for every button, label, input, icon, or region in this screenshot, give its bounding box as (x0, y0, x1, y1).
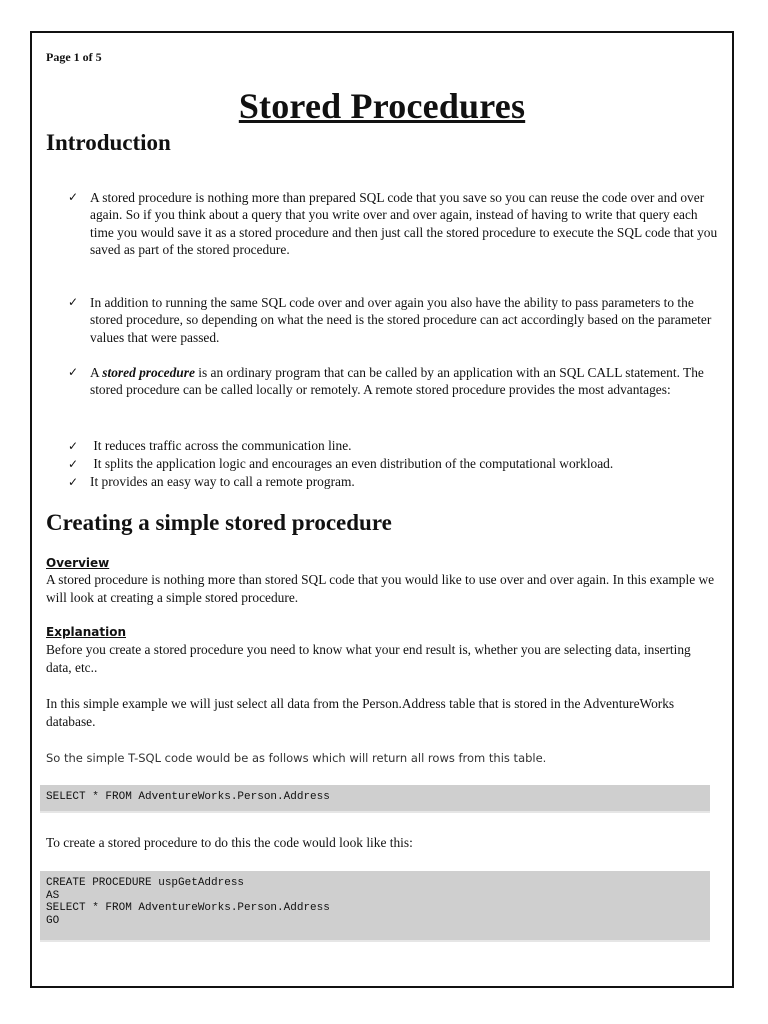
list-item (68, 437, 718, 455)
explanation-text-3: So the simple T-SQL code would be as follows which will return all rows from this table. (46, 751, 547, 765)
explanation-label: Explanation (46, 625, 127, 639)
intro-bullet-list-2 (68, 294, 718, 346)
checkmark-icon: ✓ (68, 295, 79, 309)
creating-heading: Creating a simple stored procedure (46, 510, 392, 535)
bullet-text-prefix: A (90, 365, 103, 380)
list-item (68, 189, 718, 258)
checkmark-icon: ✓ (68, 439, 79, 453)
checkmark-icon: ✓ (68, 457, 79, 471)
introduction-heading: Introduction (46, 130, 171, 155)
list-item (68, 473, 718, 491)
list-item (68, 294, 718, 346)
bullet-emphasis: stored procedure (102, 365, 195, 380)
code-block-select: SELECT * FROM AdventureWorks.Person.Address (40, 785, 710, 813)
list-item (68, 364, 718, 399)
list-item (68, 455, 718, 473)
intro-bullet-list-1 (68, 189, 718, 258)
bullet-text: A stored procedure is nothing more than prepared SQL code that you save so you can reuse the code over and over again. So if you think about a query that you write over and over again, instead of having to write that query each time you would save it as a stored procedure and then just call the stored procedure to execute the SQL code that you saved as part of the stored procedure. (90, 190, 718, 257)
advantages-list (68, 437, 718, 491)
document-page (30, 31, 734, 988)
bullet-text-rest: is an ordinary program that can be called by an application with an SQL CALL statement. The stored procedure can be called locally or remotely. A remote stored procedure provides the most advantages: (90, 365, 704, 398)
overview-label: Overview (46, 556, 110, 570)
bullet-text: In addition to running the same SQL code over and over again you also have the ability to pass parameters to the stored procedure, so depending on what the need is the stored procedure can act accordingly based on the parameter values that were passed. (90, 295, 712, 345)
advantage-text: It provides an easy way to call a remote program. (90, 474, 355, 489)
advantage-text: It splits the application logic and encourages an even distribution of the computational workload. (90, 456, 614, 471)
checkmark-icon: ✓ (68, 190, 79, 204)
page-number: Page 1 of 5 (46, 50, 102, 64)
overview-text: A stored procedure is nothing more than stored SQL code that you would like to use over and over again. In this example we will look at creating a simple stored procedure. (46, 572, 715, 605)
document-title: Stored Procedures (238, 86, 526, 126)
explanation-text-4: To create a stored procedure to do this the code would look like this: (46, 835, 413, 850)
intro-bullet-list-3 (68, 364, 718, 399)
advantage-text: It reduces traffic across the communication line. (90, 438, 352, 453)
checkmark-icon: ✓ (68, 475, 79, 489)
checkmark-icon: ✓ (68, 365, 79, 379)
code-block-create-procedure: CREATE PROCEDURE uspGetAddress AS SELECT * FROM AdventureWorks.Person.Address GO (40, 871, 710, 942)
explanation-text-1: Before you create a stored procedure you need to know what your end result is, whether you are selecting data, inserting data, etc.. (46, 642, 691, 675)
explanation-text-2: In this simple example we will just select all data from the Person.Address table that is stored in the AdventureWorks database. (46, 696, 675, 729)
